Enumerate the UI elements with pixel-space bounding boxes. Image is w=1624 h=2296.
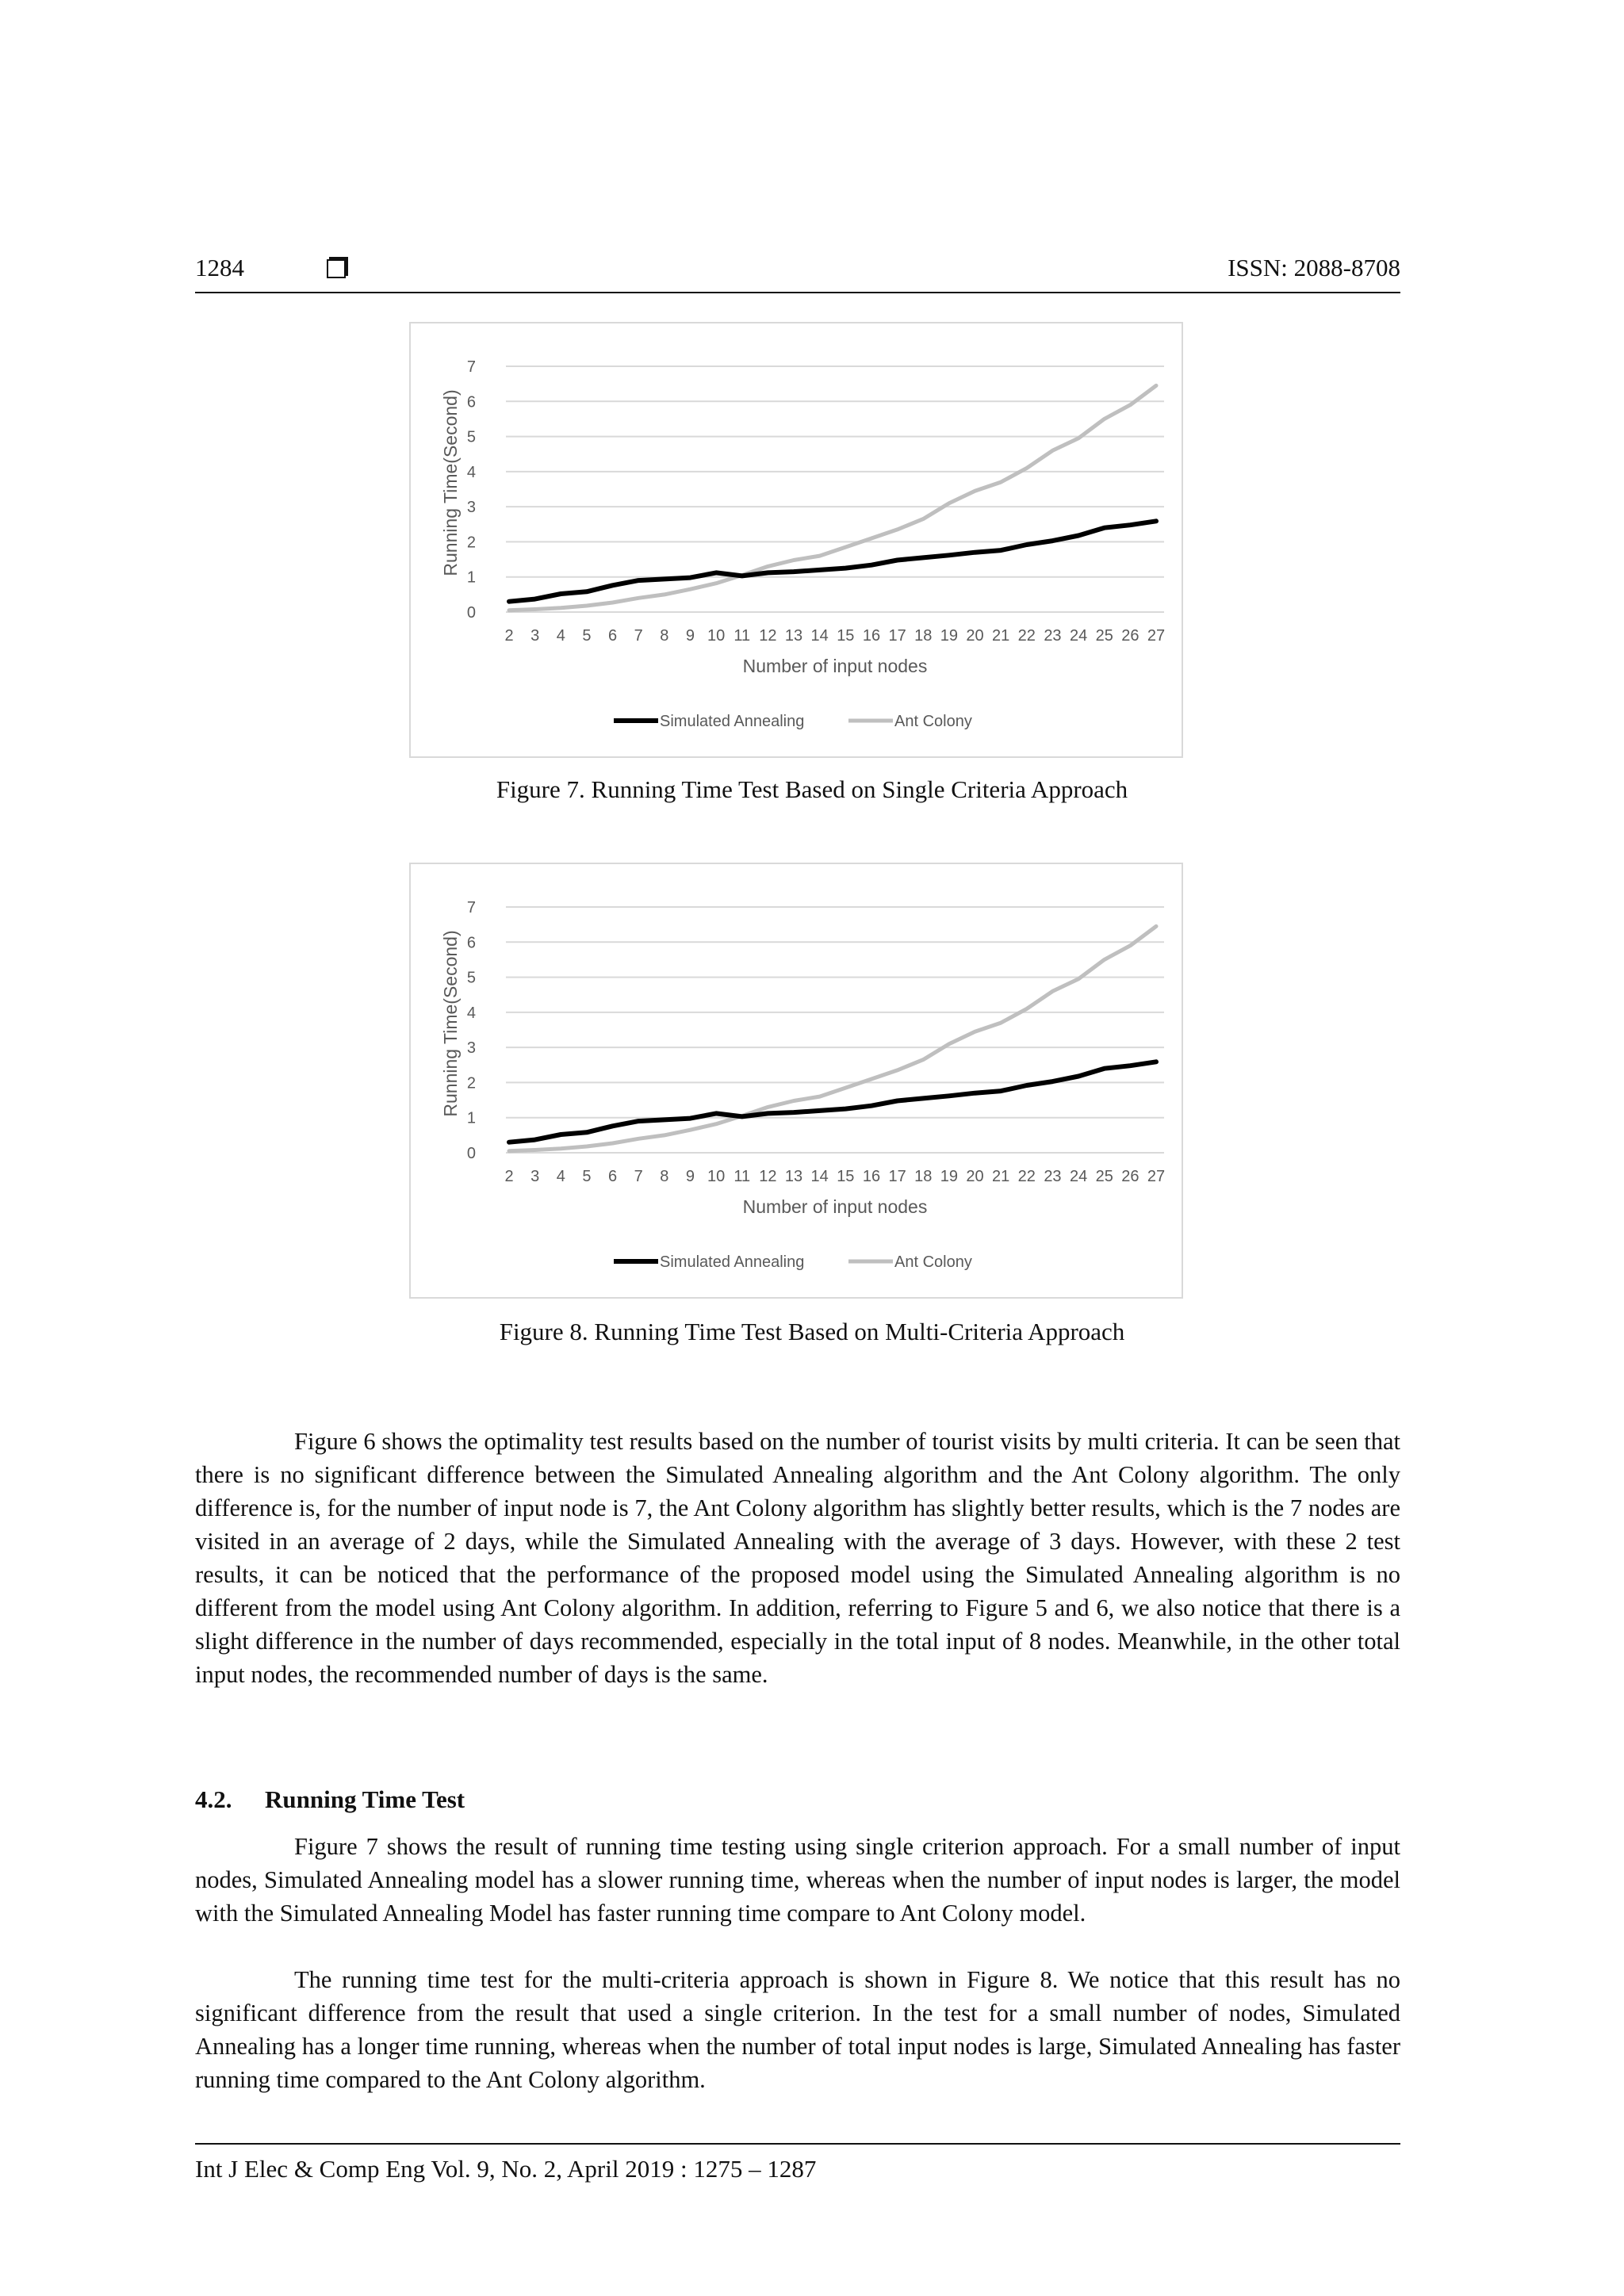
figure-7-caption: Figure 7. Running Time Test Based on Single Criteria Approach — [496, 775, 1128, 803]
y-tick-label: 7 — [466, 899, 476, 916]
x-tick-label: 19 — [940, 627, 959, 645]
issn-label: ISSN: 2088-8708 — [1228, 254, 1400, 281]
x-tick-label: 15 — [837, 627, 855, 645]
footer-citation: Int J Elec & Comp Eng Vol. 9, No. 2, April 2019 : 1275 – 1287 — [195, 2155, 817, 2183]
ant-colony-legend-label: Ant Colony — [894, 1253, 972, 1271]
y-tick-label: 0 — [466, 604, 476, 622]
x-tick-label: 27 — [1147, 627, 1166, 645]
figure-8-chart — [409, 863, 1183, 1299]
x-tick-label: 2 — [504, 627, 514, 645]
x-tick-label: 15 — [837, 1168, 855, 1185]
y-tick-label: 2 — [466, 1074, 476, 1093]
x-tick-label: 18 — [914, 1168, 933, 1185]
y-tick-label: 6 — [466, 393, 476, 411]
x-tick-label: 27 — [1147, 1168, 1166, 1185]
x-tick-label: 3 — [530, 627, 540, 645]
y-tick-label: 5 — [466, 969, 476, 987]
x-tick-label: 3 — [530, 1168, 540, 1185]
y-tick-label: 1 — [466, 1109, 476, 1127]
y-tick-label: 6 — [466, 934, 476, 952]
paragraph-optimality: Figure 6 shows the optimality test results based on the number of tourist visits by multi criteria. It can be seen that there is no significant difference between the Simulated Annealing algorithm and the Ant Colony algorithm. The only difference is, for the number of input node is 7, the Ant Colony algorithm has slightly better results, which is the 7 nodes are visited in an average of 2 days, while the Simulated Annealing with the average of 3 days. However, with these 2 test results, it can be noticed that the performance of the proposed model using the Simulated Annealing algorithm is no different from the model using Ant Colony algorithm. In addition, referring to Figure 5 and 6, we also notice that there is a slight difference in the number of days recommended, especially in the total input of 8 nodes. Meanwhile, in the other total input nodes, the recommended number of days is the same. — [195, 1428, 1400, 1688]
section-title: Running Time Test — [265, 1785, 465, 1813]
simulated-annealing-line — [509, 1062, 1156, 1142]
figure-7-svg — [411, 323, 1182, 756]
x-tick-label: 10 — [707, 1168, 726, 1185]
x-tick-label: 11 — [733, 627, 751, 645]
x-tick-label: 8 — [660, 1168, 669, 1185]
x-tick-label: 26 — [1121, 627, 1139, 645]
x-tick-label: 18 — [914, 627, 933, 645]
x-tick-label: 9 — [685, 1168, 695, 1185]
paragraph-single-criterion: Figure 7 shows the result of running time testing using single criterion approach. For a small number of input nodes, Simulated Annealing model has a slower running time, whereas when the number of input nodes is larger, the model with the Simulated Annealing Model has faster running time compare to Ant Colony model. — [195, 1833, 1400, 1927]
simulated-annealing-legend-label: Simulated Annealing — [660, 1253, 805, 1271]
x-tick-label: 7 — [634, 1168, 643, 1185]
y-tick-label: 4 — [466, 1004, 476, 1022]
x-tick-label: 12 — [759, 627, 777, 645]
y-tick-label: 0 — [466, 1145, 476, 1162]
x-tick-label: 25 — [1095, 627, 1113, 645]
simulated-annealing-legend-label: Simulated Annealing — [660, 713, 805, 730]
x-tick-label: 6 — [607, 1168, 618, 1185]
x-tick-label: 26 — [1121, 1168, 1139, 1185]
footer-rule — [195, 2143, 1400, 2145]
x-tick-label: 12 — [759, 1168, 777, 1185]
x-tick-label: 25 — [1095, 1168, 1113, 1185]
x-tick-label: 19 — [940, 1168, 959, 1185]
x-tick-label: 4 — [556, 627, 565, 645]
section-number: 4.2. — [195, 1785, 232, 1813]
y-tick-label: 3 — [466, 1039, 476, 1058]
x-tick-label: 21 — [992, 627, 1010, 645]
figure-7-chart — [409, 322, 1183, 758]
x-tick-label: 24 — [1069, 627, 1088, 645]
section-heading — [195, 1785, 465, 1814]
x-tick-label: 9 — [685, 627, 695, 645]
page-number: 1284 — [195, 254, 244, 281]
x-tick-label: 10 — [707, 627, 726, 645]
x-tick-label: 16 — [862, 627, 881, 645]
figure-8-caption: Figure 8. Running Time Test Based on Multi-Criteria Approach — [499, 1318, 1125, 1345]
x-tick-label: 20 — [966, 1168, 984, 1185]
x-tick-label: 14 — [810, 627, 829, 645]
y-axis-title: Running Time(Second) — [440, 389, 461, 576]
x-tick-label: 11 — [733, 1168, 751, 1185]
y-tick-label: 1 — [466, 568, 476, 587]
page-header — [195, 252, 1400, 293]
figure-8-svg — [411, 864, 1182, 1297]
x-tick-label: 17 — [888, 1168, 906, 1185]
y-tick-label: 3 — [466, 499, 476, 517]
y-tick-label: 7 — [466, 358, 476, 376]
y-tick-label: 5 — [466, 428, 476, 446]
x-axis-title: Number of input nodes — [742, 656, 928, 676]
x-tick-label: 20 — [966, 627, 984, 645]
x-tick-label: 23 — [1044, 1168, 1062, 1185]
x-tick-label: 5 — [582, 1168, 592, 1185]
simulated-annealing-line — [509, 521, 1156, 601]
x-tick-label: 13 — [784, 627, 803, 645]
x-tick-label: 23 — [1044, 627, 1062, 645]
x-tick-label: 22 — [1017, 1168, 1036, 1185]
x-tick-label: 17 — [888, 627, 906, 645]
x-tick-label: 24 — [1069, 1168, 1088, 1185]
y-tick-label: 2 — [466, 534, 476, 552]
x-tick-label: 5 — [582, 627, 592, 645]
x-tick-label: 13 — [784, 1168, 803, 1185]
x-tick-label: 6 — [607, 627, 618, 645]
paragraph-multi-criteria: The running time test for the multi-criteria approach is shown in Figure 8. We notice that this result has no significant difference from the result that used a single criterion. In the test for a small number of nodes, Simulated Annealing has a longer time running, whereas when the number of total input nodes is large, Simulated Annealing has faster running time compared to the Ant Colony algorithm. — [195, 1966, 1400, 2093]
y-tick-label: 4 — [466, 463, 476, 481]
x-tick-label: 8 — [660, 627, 669, 645]
x-tick-label: 7 — [634, 627, 643, 645]
x-tick-label: 14 — [810, 1168, 829, 1185]
y-axis-title: Running Time(Second) — [440, 930, 461, 1117]
square-bullet-icon — [327, 259, 346, 278]
x-tick-label: 2 — [504, 1168, 514, 1185]
x-tick-label: 16 — [862, 1168, 881, 1185]
x-axis-title: Number of input nodes — [742, 1196, 928, 1217]
x-tick-label: 22 — [1017, 627, 1036, 645]
x-tick-label: 21 — [992, 1168, 1010, 1185]
ant-colony-legend-label: Ant Colony — [894, 713, 972, 730]
x-tick-label: 4 — [556, 1168, 565, 1185]
